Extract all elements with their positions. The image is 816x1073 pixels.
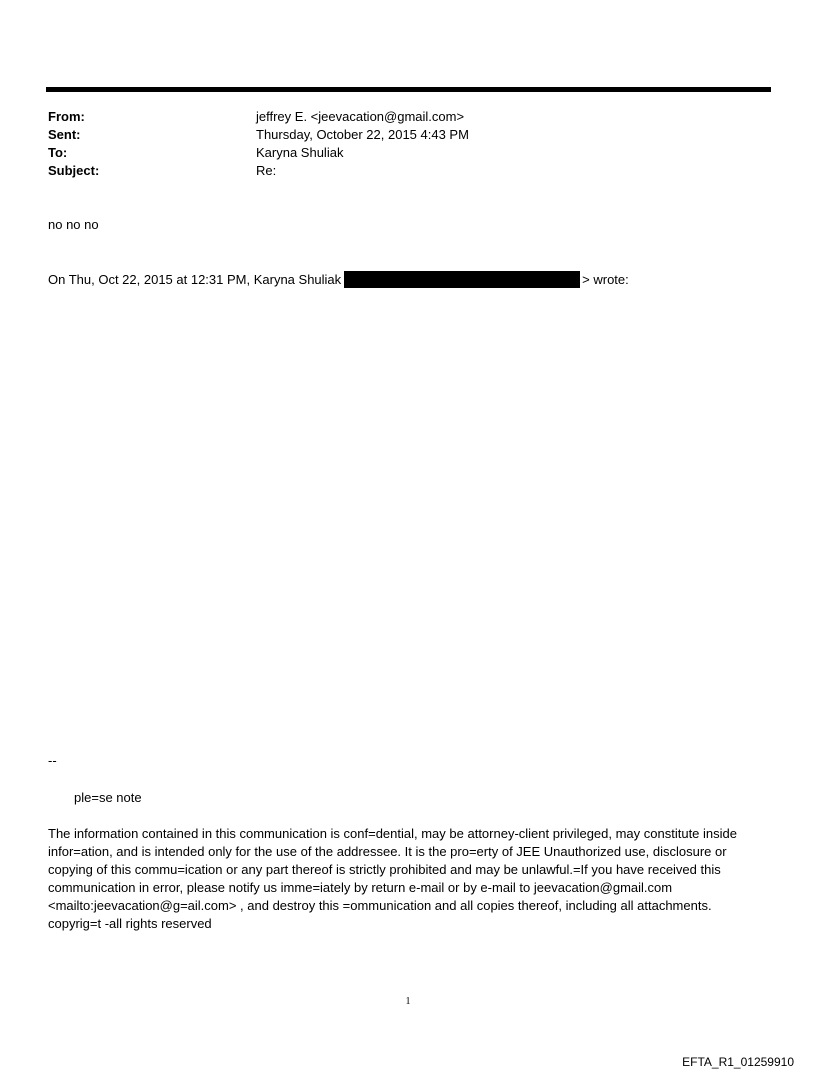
subject-value: Re: bbox=[256, 163, 277, 178]
sent-label: Sent: bbox=[48, 127, 81, 142]
subject-label: Subject: bbox=[48, 163, 100, 178]
from-value: jeffrey E. <jeevacation@gmail.com> bbox=[256, 109, 465, 124]
bates-number: EFTA_R1_01259910 bbox=[682, 1055, 794, 1069]
header-rule bbox=[46, 87, 771, 92]
to-value: Karyna Shuliak bbox=[256, 145, 344, 160]
page-number: 1 bbox=[405, 996, 411, 1007]
quote-attribution bbox=[48, 271, 629, 288]
signature-separator: -- bbox=[48, 753, 57, 768]
signature-note: ple=se note bbox=[74, 790, 142, 805]
redaction-block bbox=[344, 271, 580, 288]
from-label: From: bbox=[48, 109, 85, 124]
confidentiality-disclaimer: The information contained in this communication is conf=dential, may be attorney-client privileged, may constitute inside infor=ation, and is intended only for the use of the addressee. It is the pro=erty of JEE Unauthorized use, disclosure or copying of this commu=ication or any part thereof is strictly prohibited and may be unlawful.=If you have received this communication in error, please notify us imme=iately by return e-mail or by e-mail to jeevacation@gmail.com <mailto:jeevacation@g=ail.com> , and destroy this =ommunication and all copies thereof, including all attachments. copyrig=t -all rights reserved bbox=[48, 826, 737, 931]
to-label: To: bbox=[48, 145, 68, 160]
quote-prefix: On Thu, Oct 22, 2015 at 12:31 PM, Karyna Shuliak bbox=[48, 272, 342, 287]
quote-suffix: > wrote: bbox=[582, 272, 629, 287]
reply-text: no no no bbox=[48, 217, 99, 232]
sent-value: Thursday, October 22, 2015 4:43 PM bbox=[256, 127, 469, 142]
